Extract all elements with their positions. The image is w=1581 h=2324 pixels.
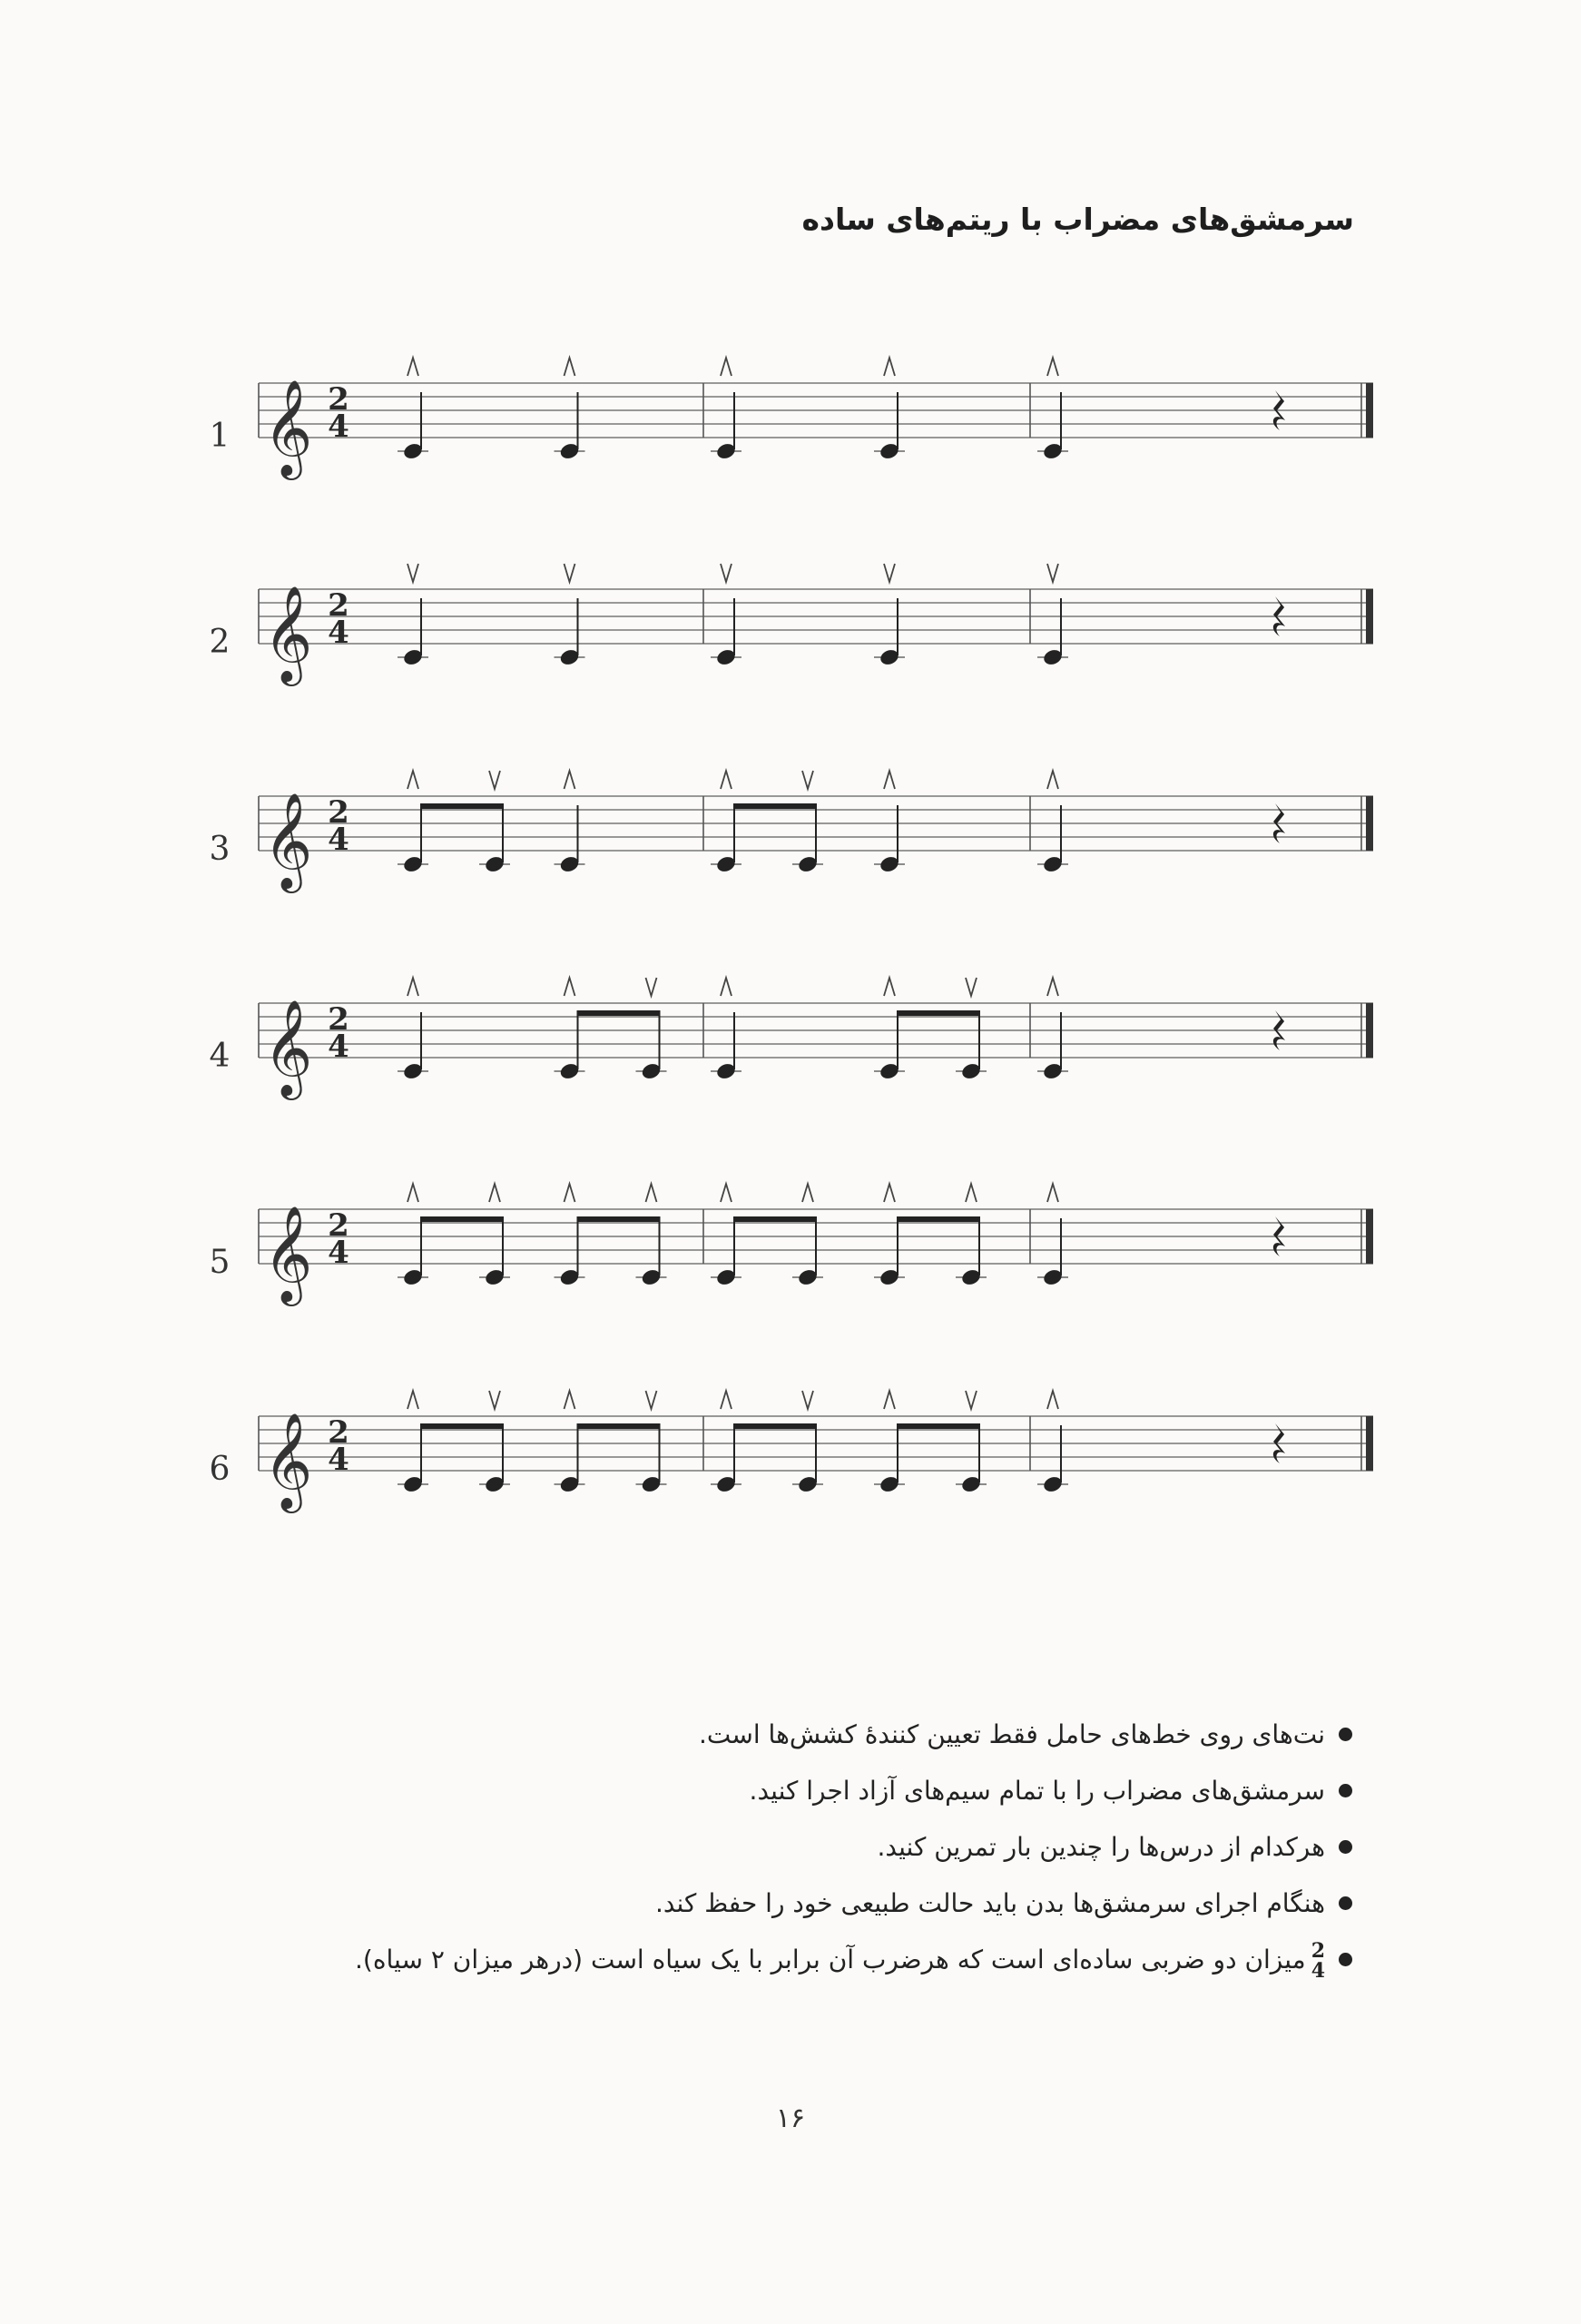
- down-stroke-icon: [565, 978, 575, 996]
- down-stroke-icon: [884, 978, 895, 996]
- down-stroke-icon: [1047, 978, 1058, 996]
- down-stroke-icon: [408, 978, 418, 996]
- staff: [0, 345, 1581, 527]
- up-stroke-icon: [802, 1391, 813, 1409]
- time-signature-bottom: 4: [328, 822, 349, 858]
- staff: [0, 551, 1581, 733]
- exercise-row: [0, 758, 1581, 940]
- treble-clef-icon: 𝄞: [263, 792, 313, 889]
- time-signature-top: 2: [328, 1001, 349, 1038]
- up-stroke-icon: [646, 978, 657, 996]
- down-stroke-icon: [408, 358, 418, 376]
- up-stroke-icon: [721, 564, 732, 582]
- up-stroke-icon: [966, 1391, 977, 1409]
- eighth-beam: [420, 1216, 504, 1222]
- eighth-beam: [733, 1216, 817, 1222]
- time-signature-top: 2: [328, 1207, 349, 1244]
- time-signature-top: 2: [328, 587, 349, 624]
- up-stroke-icon: [408, 564, 418, 582]
- time-signature-bottom: 4: [328, 409, 349, 445]
- down-stroke-icon: [1047, 358, 1058, 376]
- time-signature-top: 2: [328, 1414, 349, 1451]
- eighth-beam: [733, 803, 817, 809]
- eighth-beam: [420, 803, 504, 809]
- down-stroke-icon: [721, 358, 732, 376]
- instruction-notes: [309, 1707, 1352, 1988]
- down-stroke-icon: [408, 1391, 418, 1409]
- up-stroke-icon: [646, 1391, 657, 1409]
- final-bar-thick: [1366, 1209, 1373, 1264]
- treble-clef-icon: 𝄞: [263, 999, 313, 1096]
- down-stroke-icon: [565, 771, 575, 789]
- time-signature-bottom: 4: [328, 1442, 349, 1478]
- down-stroke-icon: [646, 1184, 657, 1202]
- final-bar-thick: [1366, 796, 1373, 851]
- down-stroke-icon: [408, 1184, 418, 1202]
- exercise-row: [0, 965, 1581, 1147]
- exercise-number: 3: [209, 831, 231, 868]
- down-stroke-icon: [1047, 1391, 1058, 1409]
- page-number: ۱۶: [775, 2102, 806, 2134]
- time-signature-bottom: 4: [328, 1235, 349, 1271]
- down-stroke-icon: [565, 1184, 575, 1202]
- time-signature-top: 2: [328, 381, 349, 418]
- exercise-row: [0, 1171, 1581, 1353]
- down-stroke-icon: [721, 1391, 732, 1409]
- bullet-icon: [1339, 1896, 1352, 1910]
- down-stroke-icon: [489, 1184, 500, 1202]
- staff: [0, 1378, 1581, 1560]
- exercise-number: 5: [209, 1244, 231, 1281]
- staff: [0, 965, 1581, 1147]
- down-stroke-icon: [884, 1184, 895, 1202]
- final-bar-thick: [1366, 589, 1373, 644]
- time-signature-top: 2: [328, 794, 349, 831]
- eighth-beam: [733, 1423, 817, 1429]
- instruction-note-5: [309, 1932, 1352, 1988]
- page-title: سرمشق‌های مضراب با ریتم‌های ساده: [801, 202, 1354, 237]
- up-stroke-icon: [565, 564, 575, 582]
- bullet-icon: [1339, 1953, 1352, 1966]
- exercise-row: [0, 345, 1581, 527]
- treble-clef-icon: 𝄞: [263, 1205, 313, 1302]
- eighth-beam: [897, 1216, 980, 1222]
- final-bar-thick: [1366, 383, 1373, 438]
- up-stroke-icon: [489, 771, 500, 789]
- down-stroke-icon: [408, 771, 418, 789]
- instruction-note-1: [309, 1707, 1352, 1763]
- treble-clef-icon: 𝄞: [263, 585, 313, 682]
- up-stroke-icon: [802, 771, 813, 789]
- staff: [0, 1171, 1581, 1353]
- exercise-row: [0, 1378, 1581, 1560]
- down-stroke-icon: [565, 1391, 575, 1409]
- down-stroke-icon: [884, 1391, 895, 1409]
- treble-clef-icon: 𝄞: [263, 1412, 313, 1509]
- instruction-note-4: [309, 1876, 1352, 1932]
- instruction-text: هنگام اجرای سرمشق‌ها بدن باید حالت طبیعی خود را حفظ کند.: [654, 1888, 1325, 1918]
- down-stroke-icon: [802, 1184, 813, 1202]
- exercise-number: 1: [209, 418, 231, 455]
- eighth-beam: [577, 1010, 661, 1016]
- exercise-row: [0, 551, 1581, 733]
- up-stroke-icon: [884, 564, 895, 582]
- bullet-icon: [1339, 1840, 1352, 1854]
- down-stroke-icon: [721, 978, 732, 996]
- time-signature-bottom: 4: [328, 615, 349, 651]
- down-stroke-icon: [565, 358, 575, 376]
- bullet-icon: [1339, 1784, 1352, 1797]
- instruction-text: میزان دو ضربی ساده‌ای است که هرضرب آن برابر با یک سیاه است (درهر میزان ۲ سیاه).: [355, 1945, 1306, 1974]
- instruction-note-2: [309, 1763, 1352, 1819]
- eighth-beam: [897, 1010, 980, 1016]
- eighth-beam: [420, 1423, 504, 1429]
- exercise-number: 4: [209, 1038, 231, 1075]
- down-stroke-icon: [1047, 1184, 1058, 1202]
- treble-clef-icon: 𝄞: [263, 379, 313, 476]
- time-signature-bottom: 4: [328, 1029, 349, 1065]
- staff: [0, 758, 1581, 940]
- down-stroke-icon: [721, 771, 732, 789]
- up-stroke-icon: [1047, 564, 1058, 582]
- inline-time-signature: 2 4: [1311, 1939, 1325, 1983]
- final-bar-thick: [1366, 1003, 1373, 1058]
- exercise-number: 6: [209, 1451, 231, 1488]
- bullet-icon: [1339, 1728, 1352, 1741]
- eighth-beam: [577, 1216, 661, 1222]
- eighth-beam: [577, 1423, 661, 1429]
- exercise-number: 2: [209, 624, 231, 661]
- up-stroke-icon: [966, 978, 977, 996]
- down-stroke-icon: [884, 771, 895, 789]
- down-stroke-icon: [884, 358, 895, 376]
- down-stroke-icon: [1047, 771, 1058, 789]
- down-stroke-icon: [966, 1184, 977, 1202]
- instruction-note-3: [309, 1819, 1352, 1876]
- up-stroke-icon: [489, 1391, 500, 1409]
- instruction-text: هرکدام از درس‌ها را چندین بار تمرین کنید.: [877, 1832, 1325, 1862]
- instruction-text: نت‌های روی خط‌های حامل فقط تعیین کنندهٔ کشش‌ها است.: [699, 1719, 1325, 1749]
- final-bar-thick: [1366, 1416, 1373, 1471]
- eighth-beam: [897, 1423, 980, 1429]
- down-stroke-icon: [721, 1184, 732, 1202]
- instruction-text: سرمشق‌های مضراب را با تمام سیم‌های آزاد اجرا کنید.: [749, 1776, 1325, 1806]
